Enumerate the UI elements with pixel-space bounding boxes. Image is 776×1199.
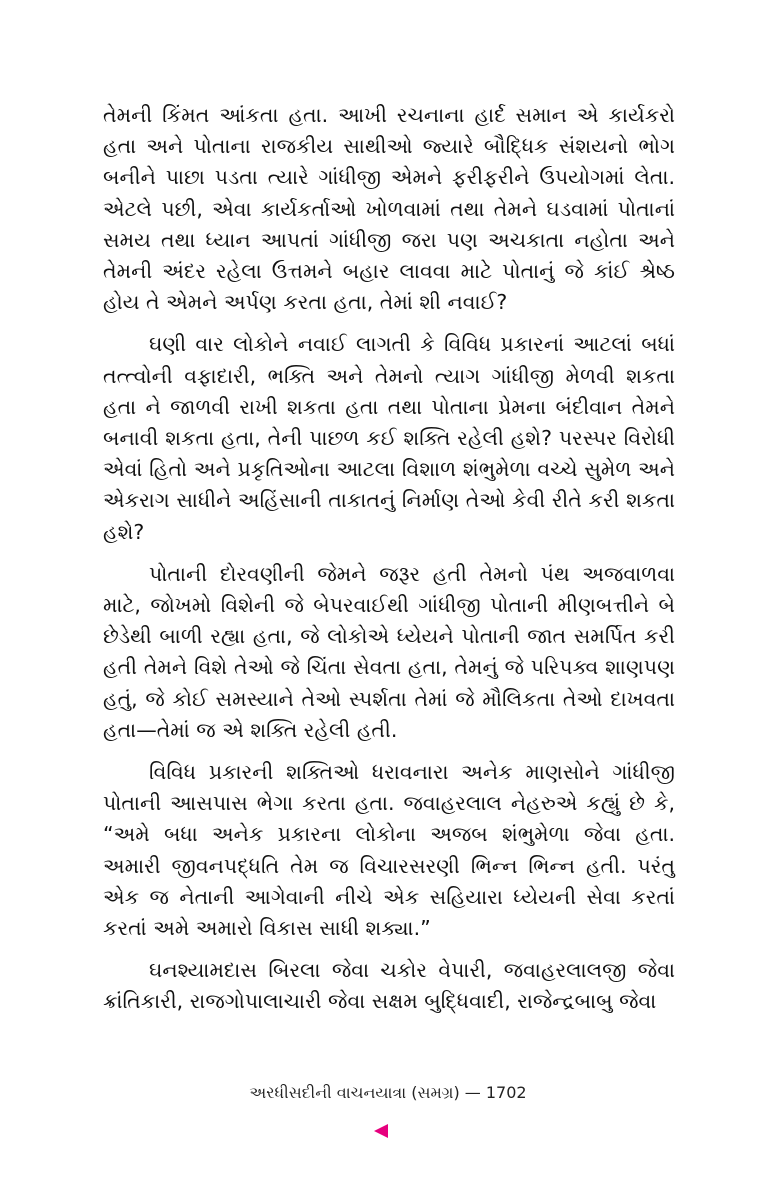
paragraph-4: વિવિધ પ્રકારની શક્તિઓ ધરાવનારા અનેક માણસોને ગાંધીજી પોતાની આસપાસ ભેગા કરતા હતા. જવાહરલાલ નેહરુએ કહ્યું છે કે, “અમે બધા અનેક પ્રકારના લોકોના અજબ શંભુમેળા જેવા હતા. અમારી જીવનપદ્ધતિ તેમ જ વિચારસરણી ભિન્ન ભિન્ન હતી. પરંતુ એક જ નેતાની આગેવાની નીચે એક સહિયારા ધ્યેયની સેવા કરતાં કરતાં અમે અમારો વિકાસ સાધી શક્યા.”	[103, 760, 675, 941]
paragraph-2: ઘણી વાર લોકોને નવાઈ લાગતી કે વિવિધ પ્રકારનાં આટલાં બધાં તત્ત્વોની વફાદારી, ભક્તિ અને તેમનો ત્યાગ ગાંધીજી મેળવી શકતા હતા ને જાળવી રાખી શકતા હતા તથા પોતાના પ્રેમના બંદીવાન તેમને બનાવી શકતા હતા, તેની પાછળ કઈ શક્તિ રહેલી હશે? પરસ્પર વિરોધી એવાં હિતો અને પ્રકૃતિઓના આટલા વિશાળ શંભુમેળા વચ્ચે સુમેળ અને એકરાગ સાધીને અહિંસાની તાકાતનું નિર્માણ તેઓ કેવી રીતે કરી શકતા હશે?	[103, 332, 675, 544]
paragraph-1: તેમની કિંમત આંકતા હતા. આખી રચનાના હાર્દ સમાન એ કાર્યકરો હતા અને પોતાના રાજકીય સાથીઓ જ્યારે બૌદ્ધિક સંશયનો ભોગ બનીને પાછા પડતા ત્યારે ગાંધીજી એમને ફરીફરીને ઉપયોગમાં લેતા. એટલે પછી, એવા કાર્યકર્તાઓ ખોળવામાં તથા તેમને ઘડવામાં પોતાનાં સમય તથા ધ્યાન આપતાં ગાંધીજી જરા પણ અચકાતા નહોતા અને તેમની અંદર રહેલા ઉત્તમને બહાર લાવવા માટે પોતાનું જે કાંઈ શ્રેષ્ઠ હોય તે એમને અર્પણ કરતા હતા, તેમાં શી નવાઈ?	[103, 103, 675, 315]
paragraph-5: ઘનશ્યામદાસ બિરલા જેવા ચકોર વેપારી, જવાહરલાલજી જેવા ક્રાંતિકારી, રાજગોપાલાચારી જેવા સક્ષમ બુદ્ધિવાદી, રાજેન્દ્રબાબુ જેવા	[103, 958, 675, 1014]
page-footer: અરધીસદીની વાચનયાત્રા (સમગ્ર) — 1702	[249, 1083, 527, 1102]
paragraph-3: પોતાની દોરવણીની જેમને જરૂર હતી તેમનો પંથ અજવાળવા માટે, જોખમો વિશેની જે બેપરવાઈથી ગાંધીજી પોતાની મીણબત્તીને બે છેડેથી બાળી રહ્યા હતા, જે લોકોએ ધ્યેયને પોતાની જાત સમર્પિત કરી હતી તેમને વિશે તેઓ જે ચિંતા સેવતા હતા, તેમનું જે પરિપક્વ શાણપણ હતું, જે કોઈ સમસ્યાને તેઓ સ્પર્શતા તેમાં જે મૌલિકતા તેઓ દાખવતા હતા—તેમાં જ એ શક્તિ રહેલી હતી.	[103, 561, 675, 742]
previous-page-arrow-icon[interactable]	[374, 1124, 388, 1138]
page-body	[103, 100, 675, 1029]
